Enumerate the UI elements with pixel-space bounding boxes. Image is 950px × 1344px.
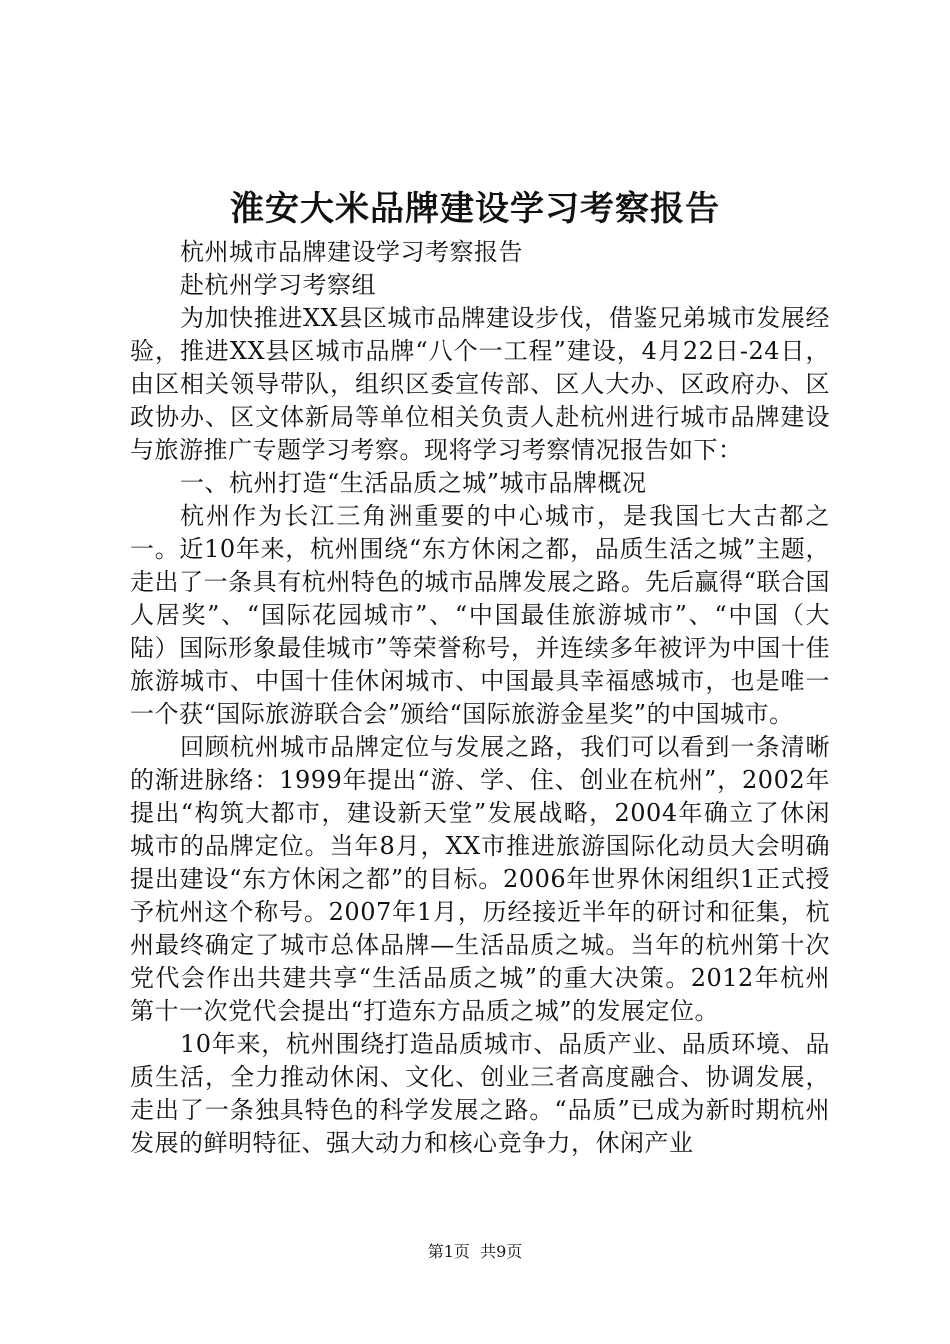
paragraph-intro: 为加快推进XX县区城市品牌建设步伐，借鉴兄弟城市发展经验，推进XX县区城市品牌“八个一工程”建设，4月22日-24日，由区相关领导带队，组织区委宣传部、区人大办、区政府办、区政协办、区文体新局等单位相关负责人赴杭州进行城市品牌建设与旅游推广专题学习考察。现将学习考察情况报告如下： <box>130 304 830 464</box>
page-total: 共9页 <box>480 1242 523 1261</box>
paragraph-overview: 杭州作为长江三角洲重要的中心城市，是我国七大古都之一。近10年来，杭州围绕“东方休闲之都，品质生活之城”主题，走出了一条具有杭州特色的城市品牌发展之路。先后赢得“联合国人居奖”、“国际花园城市”、“中国最佳旅游城市”、“中国（大陆）国际形象最佳城市”等荣誉称号，并连续多年被评为中国十佳旅游城市、中国十佳休闲城市、中国最具幸福感城市，也是唯一一个获“国际旅游联合会”颁给“国际旅游金星奖”的中国城市。 <box>130 502 830 728</box>
document-title: 淮安大米品牌建设学习考察报告 <box>230 189 720 229</box>
footer-spacer <box>470 1242 480 1261</box>
page-number: 第1页 <box>427 1242 470 1261</box>
paragraph-history: 回顾杭州城市品牌定位与发展之路，我们可以看到一条清晰的渐进脉络：1999年提出“游、学、住、创业在杭州”，2002年提出“构筑大都市，建设新天堂”发展战略，2004年确立了休闲城市的品牌定位。当年8月，XX市推进旅游国际化动员大会明确提出建设“东方休闲之都”的目标。2006年世界休闲组织1正式授予杭州这个称号。2007年1月，历经接近半年的研讨和征集，杭州最终确定了城市总体品牌—生活品质之城。当年的杭州第十次党代会作出共建共享“生活品质之城”的重大决策。2012年杭州第十一次党代会提出“打造东方品质之城”的发展定位。 <box>130 733 830 1025</box>
paragraph-development: 10年来，杭州围绕打造品质城市、品质产业、品质环境、品质生活，全力推动休闲、文化、创业三者高度融合、协调发展，走出了一条独具特色的科学发展之路。“品质”已成为新时期杭州发展的鲜明特征、强大动力和核心竞争力，休闲产业 <box>130 1030 830 1157</box>
paragraph-subtitle: 杭州城市品牌建设学习考察报告 <box>180 238 523 266</box>
paragraph-author: 赴杭州学习考察组 <box>180 271 376 299</box>
section-heading-1: 一、杭州打造“生活品质之城”城市品牌概况 <box>180 469 647 497</box>
page-footer <box>0 1242 950 1262</box>
document-body <box>130 236 830 1160</box>
